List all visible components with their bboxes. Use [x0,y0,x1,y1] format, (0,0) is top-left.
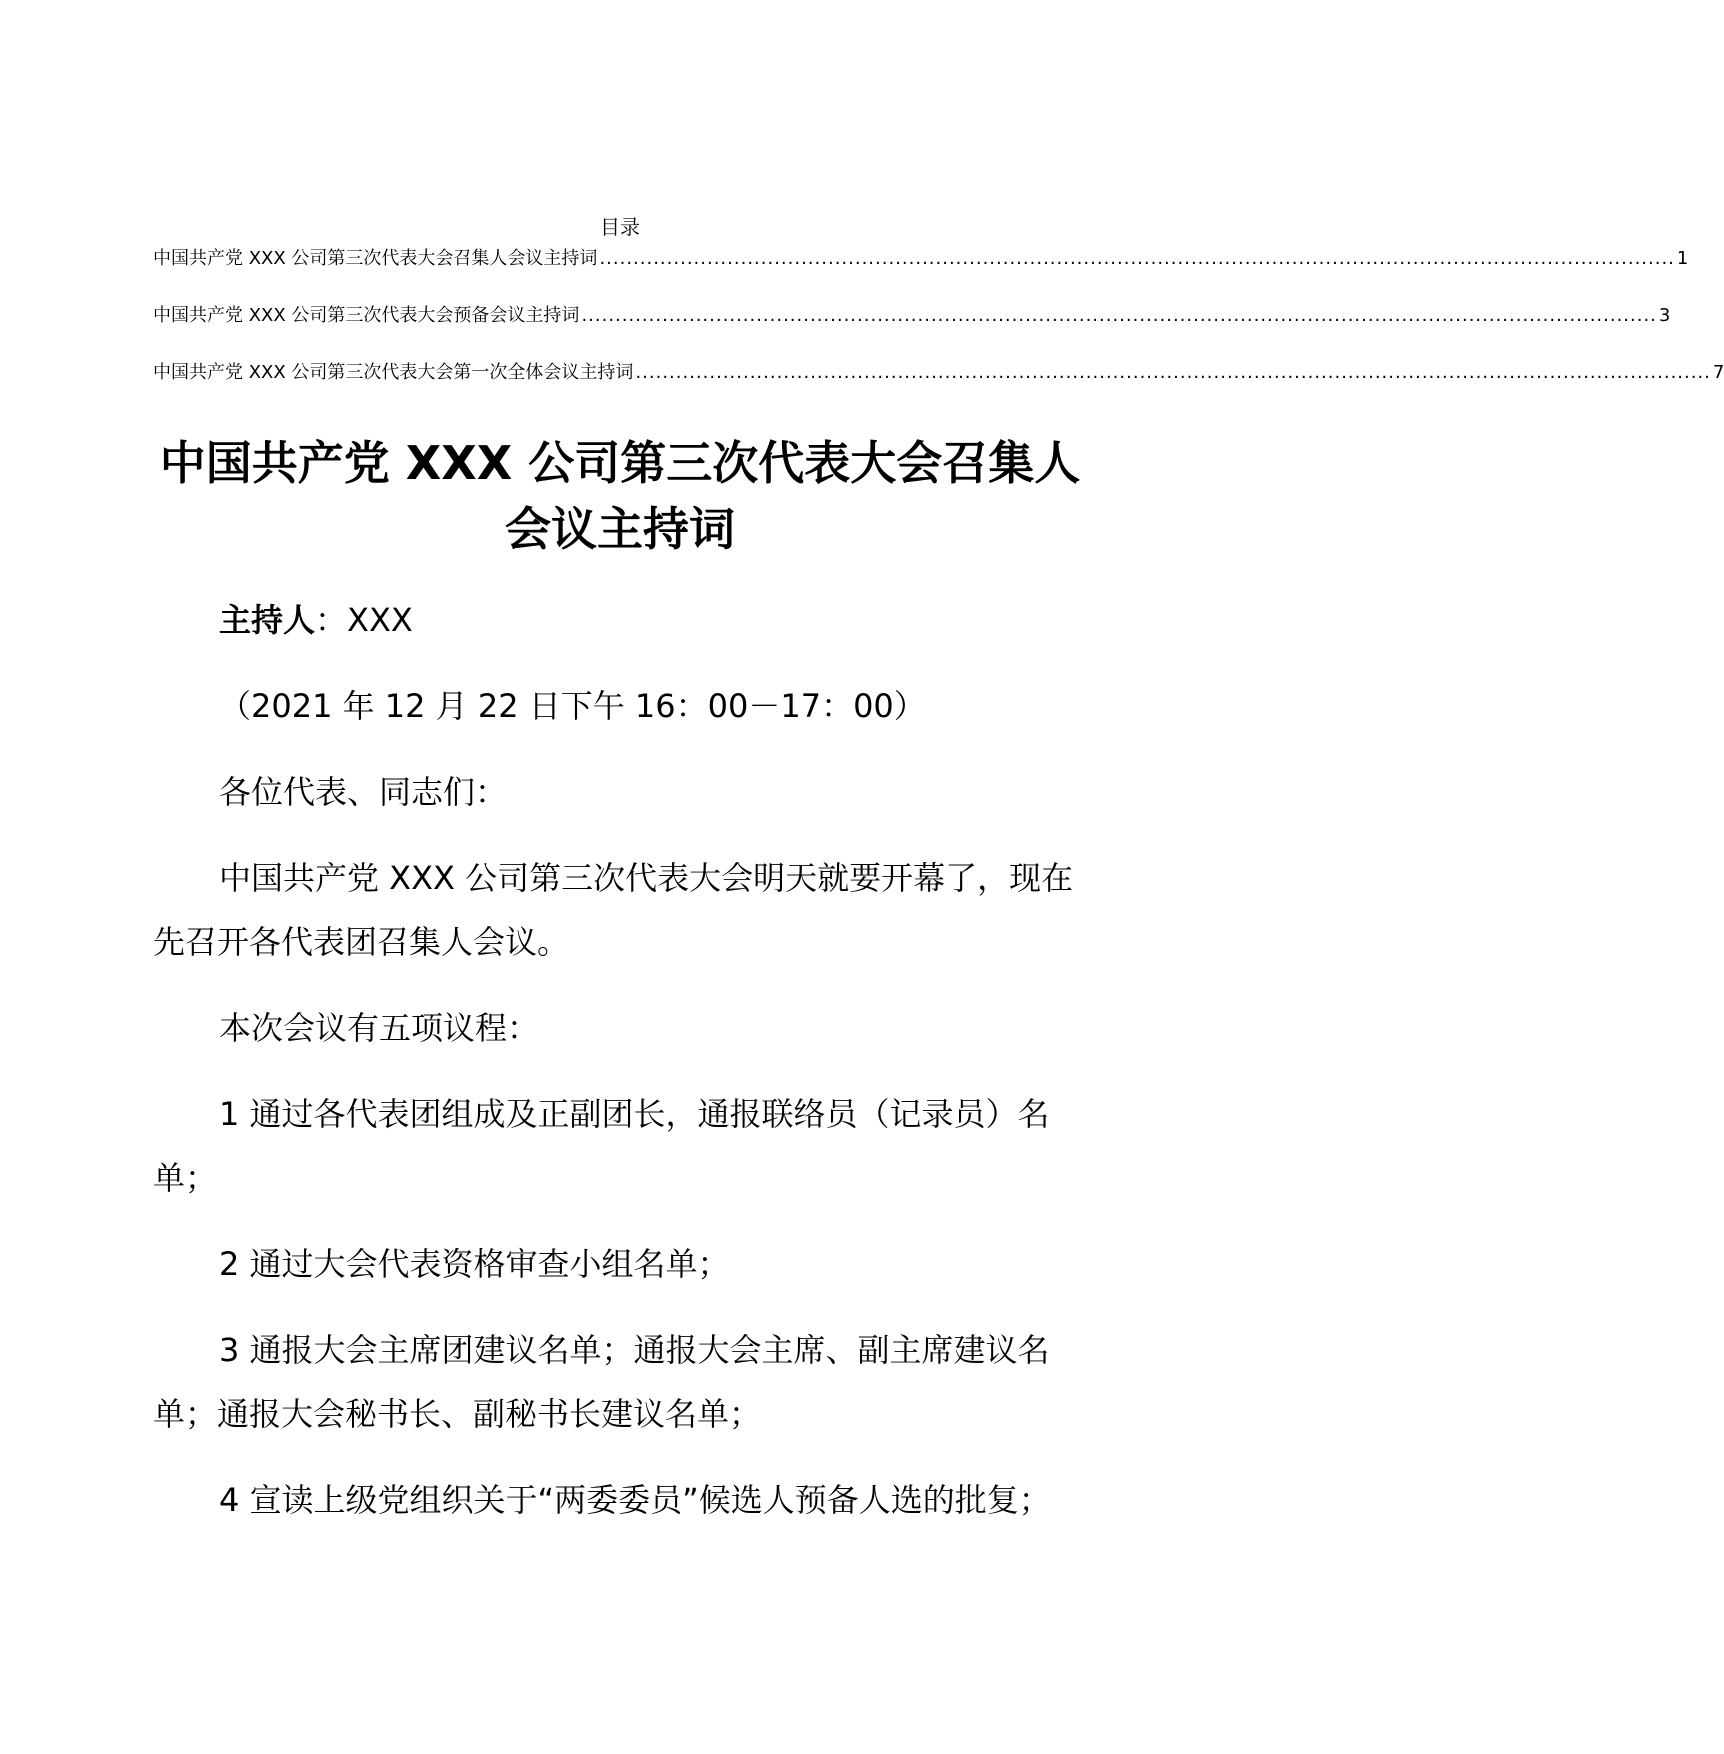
meeting-date: （2021 年 12 月 22 日下午 16：00－17：00） [219,687,926,725]
toc-leader-dots: ................................................................................................................................................................ [599,248,1675,269]
agenda-item: 4 宣读上级党组织关于“两委委员”候选人预备人选的批复； [219,1481,1051,1519]
document-title-line: 会议主持词 [505,502,735,556]
body-paragraph: 本次会议有五项议程： [219,1009,540,1047]
toc-entry[interactable] [153,359,1724,416]
host-line [153,588,1103,652]
toc-entry-title: 中国共产党 XXX 公司第三次代表大会预备会议主持词 [153,305,580,326]
toc-entry-title: 中国共产党 XXX 公司第三次代表大会第一次全体会议主持词 [153,362,634,383]
agenda-item: 2 通过大会代表资格审查小组名单； [219,1245,730,1283]
toc-entry-page: 7 [1712,362,1724,383]
toc-entry-page: 1 [1676,248,1689,269]
toc-entry-title: 中国共产党 XXX 公司第三次代表大会召集人会议主持词 [153,248,598,269]
toc-leader-dots: ................................................................................................................................................................ [635,362,1711,383]
host-label: 主持人 [219,601,316,639]
toc-entry[interactable] [153,245,1689,302]
greeting: 各位代表、同志们： [219,773,508,811]
host-value: ：XXX [315,601,413,639]
document-body [153,588,1103,1554]
document-title-line: 中国共产党 XXX 公司第三次代表大会召集人 [159,436,1081,490]
document-title [120,430,1120,562]
body-paragraph: 中国共产党 XXX 公司第三次代表大会明天就要开幕了，现在先召开各代表团召集人会议。 [153,859,1074,961]
agenda-item: 1 通过各代表团组成及正副团长，通报联络员（记录员）名单； [153,1095,1050,1197]
agenda-item: 3 通报大会主席团建议名单；通报大会主席、副主席建议名单；通报大会秘书长、副秘书长建议名单； [153,1331,1050,1433]
toc-heading: 目录 [600,215,640,239]
toc-entry[interactable] [153,302,1671,359]
toc-entry-page: 3 [1658,305,1671,326]
table-of-contents [153,245,1724,416]
toc-leader-dots: ................................................................................................................................................................ [581,305,1657,326]
